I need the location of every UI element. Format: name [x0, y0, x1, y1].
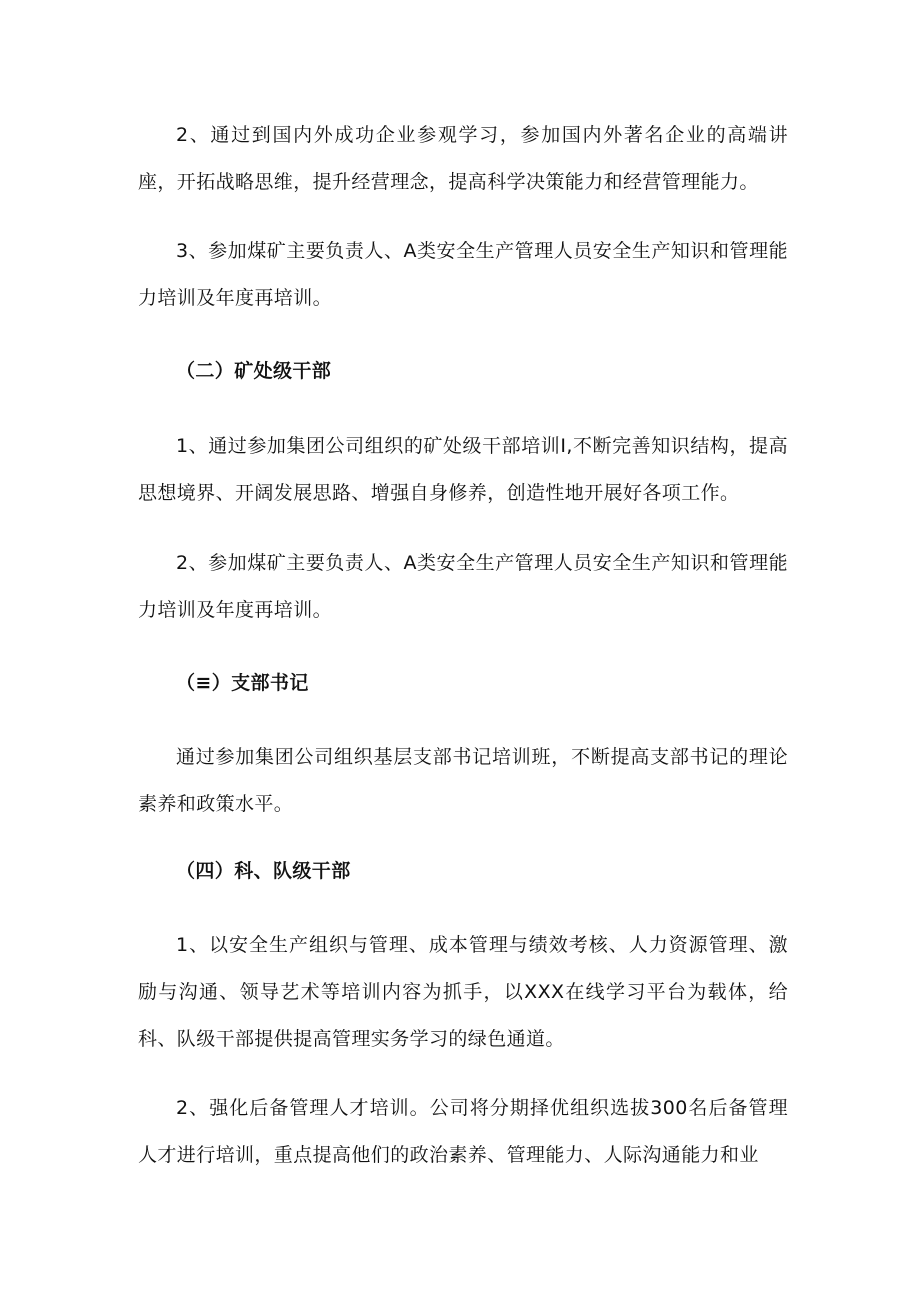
heading-section-team-cadres: （四）科、队级干部 [176, 860, 351, 882]
heading-mine-level-cadres: （二）矿处级干部 [176, 360, 332, 382]
paragraph-coal-mine-training-2: 2、参加煤矿主要负责人、A类安全生产管理人员安全生产知识和管理能力培训及年度再培训。 [138, 552, 788, 621]
paragraph-management-training: 1、以安全生产组织与管理、成本管理与绩效考核、人力资源管理、激励与沟通、领导艺术等培训内容为抓手，以XXX在线学习平台为载体，给科、队级干部提供提高管理实务学习的绿色通道。 [138, 934, 788, 1050]
paragraph-secretary-training: 通过参加集团公司组织基层支部书记培训班，不断提高支部书记的理论素养和政策水平。 [138, 746, 788, 815]
paragraph-domestic-study: 2、通过到国内外成功企业参观学习，参加国内外著名企业的高端讲座，开拓战略思维，提升经营理念，提高科学决策能力和经营管理能力。 [138, 124, 788, 193]
paragraph-group-training: 1、通过参加集团公司组织的矿处级干部培训I,不断完善知识结构，提高思想境界、开阔发展思路、增强自身修养，创造性地开展好各项工作。 [138, 435, 788, 504]
paragraph-reserve-talent: 2、强化后备管理人才培训。公司将分期择优组织选拔300名后备管理人才进行培训，重点提高他们的政治素养、管理能力、人际沟通能力和业 [138, 1097, 788, 1166]
heading-branch-secretary: （≡）支部书记 [176, 672, 309, 694]
paragraph-coal-mine-training-1: 3、参加煤矿主要负责人、A类安全生产管理人员安全生产知识和管理能力培训及年度再培训。 [138, 240, 788, 309]
